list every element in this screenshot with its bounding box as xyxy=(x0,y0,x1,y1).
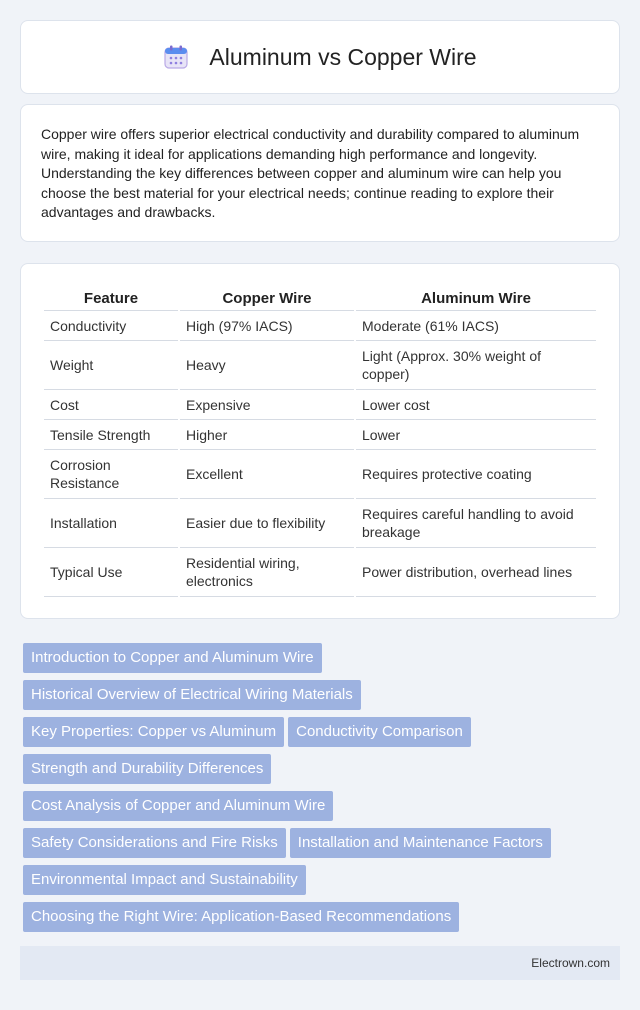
footer xyxy=(20,946,620,980)
column-header: Feature xyxy=(44,284,178,311)
table-cell: Residential wiring, electronics xyxy=(180,548,354,597)
topic-tag[interactable]: Historical Overview of Electrical Wiring Materials xyxy=(23,680,361,710)
topic-tag[interactable]: Environmental Impact and Sustainability xyxy=(23,865,306,895)
table-cell: Tensile Strength xyxy=(44,420,178,450)
table-cell: Moderate (61% IACS) xyxy=(356,311,596,341)
topic-tag[interactable]: Installation and Maintenance Factors xyxy=(290,828,551,858)
topic-tag[interactable]: Introduction to Copper and Aluminum Wire xyxy=(23,643,322,673)
table-header-row xyxy=(44,284,596,311)
column-header: Aluminum Wire xyxy=(356,284,596,311)
table-row xyxy=(44,311,596,341)
topic-tag[interactable]: Key Properties: Copper vs Aluminum xyxy=(23,717,284,747)
topic-tag[interactable]: Conductivity Comparison xyxy=(288,717,471,747)
table-cell: Typical Use xyxy=(44,548,178,597)
column-header: Copper Wire xyxy=(180,284,354,311)
topic-tag[interactable]: Strength and Durability Differences xyxy=(23,754,271,784)
footer-site-name: Electrown.com xyxy=(531,956,610,970)
table-row xyxy=(44,341,596,390)
table-row xyxy=(44,420,596,450)
table-cell: Requires protective coating xyxy=(356,450,596,499)
table-cell: Lower xyxy=(356,420,596,450)
comparison-table xyxy=(42,284,598,597)
table-cell: Power distribution, overhead lines xyxy=(356,548,596,597)
table-cell: Lower cost xyxy=(356,390,596,420)
table-cell: Corrosion Resistance xyxy=(44,450,178,499)
table-cell: Installation xyxy=(44,499,178,548)
table-cell: Excellent xyxy=(180,450,354,499)
table-cell: Light (Approx. 30% weight of copper) xyxy=(356,341,596,390)
table-cell: Heavy xyxy=(180,341,354,390)
comparison-table-card xyxy=(20,263,620,619)
table-cell: Higher xyxy=(180,420,354,450)
topic-tag[interactable]: Safety Considerations and Fire Risks xyxy=(23,828,286,858)
table-cell: Conductivity xyxy=(44,311,178,341)
page-title: Aluminum vs Copper Wire xyxy=(209,43,477,70)
table-cell: Cost xyxy=(44,390,178,420)
table-row xyxy=(44,548,596,597)
table-cell: Expensive xyxy=(180,390,354,420)
table-row xyxy=(44,499,596,548)
table-row xyxy=(44,390,596,420)
header-card xyxy=(20,20,620,94)
intro-text: Copper wire offers superior electrical conductivity and durability compared to aluminum wire, making it ideal for applications demanding high performance and longevity. Understanding the key differences between copper and aluminum wire can help you choose the best material for your electrical needs; continue reading to explore their advantages and drawbacks. xyxy=(41,126,580,220)
table-cell: Requires careful handling to avoid breakage xyxy=(356,499,596,548)
table-cell: Weight xyxy=(44,341,178,390)
intro-card xyxy=(20,104,620,242)
calendar-icon xyxy=(163,44,189,70)
table-cell: High (97% IACS) xyxy=(180,311,354,341)
table-row xyxy=(44,450,596,499)
table-cell: Easier due to flexibility xyxy=(180,499,354,548)
topic-tag[interactable]: Cost Analysis of Copper and Aluminum Wire xyxy=(23,791,333,821)
topic-tags xyxy=(23,643,603,939)
topic-tag[interactable]: Choosing the Right Wire: Application-Based Recommendations xyxy=(23,902,459,932)
